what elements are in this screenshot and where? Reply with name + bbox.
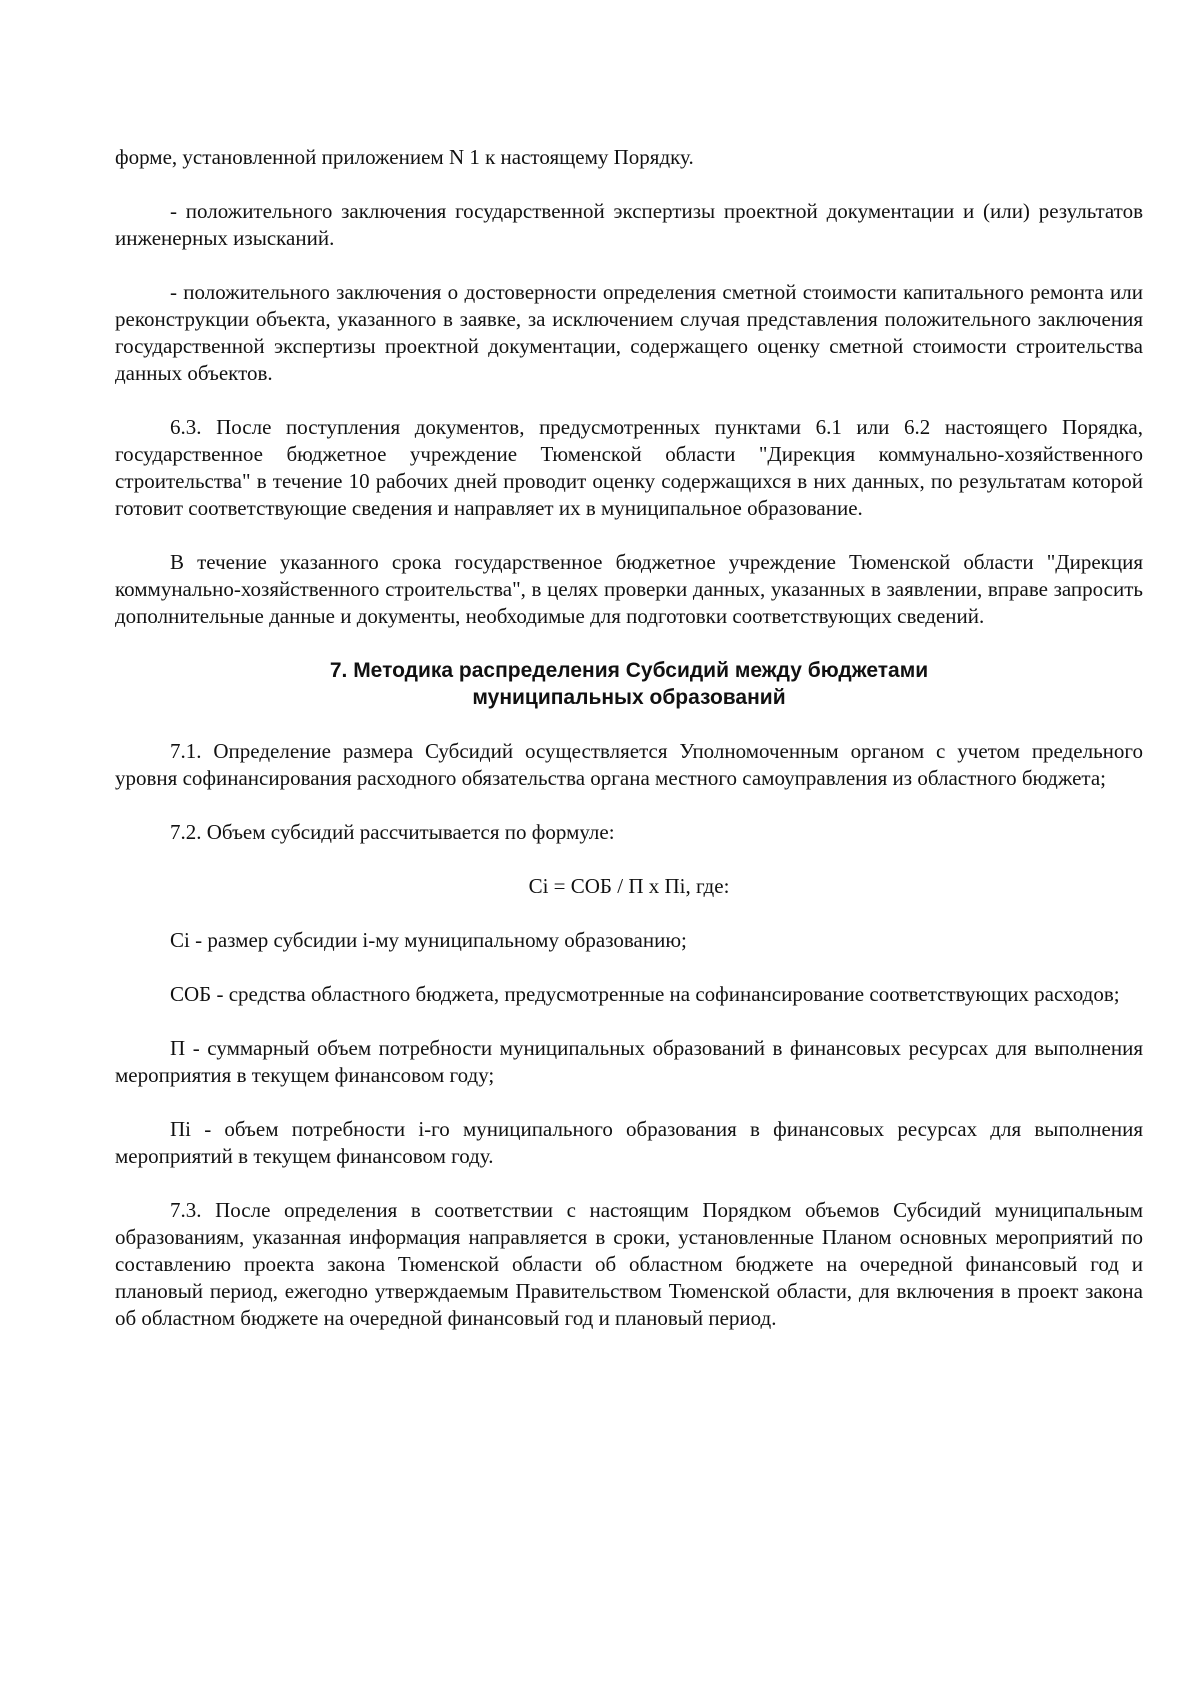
section-heading-7 — [115, 657, 1143, 711]
paragraph-request: В течение указанного срока государственное бюджетное учреждение Тюменской области "Дирекция коммунально-хозяйственного строительства", в целях проверки данных, указанных в заявлении, вправе запросить дополнительные данные и документы, необходимые для подготовки соответствующих сведений. — [115, 550, 1143, 628]
paragraph-expertise: - положительного заключения государственной экспертизы проектной документации и (или) результатов инженерных изысканий. — [115, 199, 1143, 250]
paragraph-estimate: - положительного заключения о достоверности определения сметной стоимости капитального ремонта или реконструкции объекта, указанного в заявке, за исключением случая представления положительного заключения государственной экспертизы проектной документации, содержащего оценку сметной стоимости строительства данных объектов. — [115, 280, 1143, 385]
section-heading-line-1: 7. Методика распределения Субсидий между бюджетами — [329, 659, 929, 682]
section-heading-line-2: муниципальных образований — [472, 686, 786, 709]
paragraph-7-2: 7.2. Объем субсидий рассчитывается по формуле: — [170, 820, 615, 844]
paragraph-7-3: 7.3. После определения в соответствии с настоящим Порядком объемов Субсидий муниципальным образованиям, указанная информация направляется в сроки, установленные Планом основных мероприятий по составлению проекта закона Тюменской области об областном бюджете на очередной финансовый год и плановый период, ежегодно утверждаемым Правительством Тюменской области, для включения в проект закона об областном бюджете на очередной финансовый год и плановый период. — [115, 1198, 1143, 1330]
definition-ci: Ci - размер субсидии i-му муниципальному образованию; — [170, 928, 687, 952]
definition-sob: СОБ - средства областного бюджета, предусмотренные на софинансирование соответствующих расходов; — [170, 982, 1120, 1006]
paragraph-continuation: форме, установленной приложением N 1 к настоящему Порядку. — [115, 145, 694, 169]
paragraph-6-3: 6.3. После поступления документов, предусмотренных пунктами 6.1 или 6.2 настоящего Порядка, государственное бюджетное учреждение Тюменской области "Дирекция коммунально-хозяйственного строительства" в течение 10 рабочих дней проводит оценку содержащихся в них данных, по результатам которой готовит соответствующие сведения и направляет их в муниципальное образование. — [115, 415, 1143, 520]
paragraph-7-1: 7.1. Определение размера Субсидий осуществляется Уполномоченным органом с учетом предельного уровня софинансирования расходного обязательства органа местного самоуправления из областного бюджета; — [115, 739, 1143, 790]
definition-pi: Пi - объем потребности i-го муниципального образования в финансовых ресурсах для выполнения мероприятий в текущем финансовом году. — [115, 1117, 1143, 1168]
document-page — [115, 144, 1143, 1359]
formula: Ci = СОБ / П х Пi, где: — [528, 874, 730, 898]
definition-p: П - суммарный объем потребности муниципальных образований в финансовых ресурсах для выполнения мероприятия в текущем финансовом году; — [115, 1036, 1143, 1087]
